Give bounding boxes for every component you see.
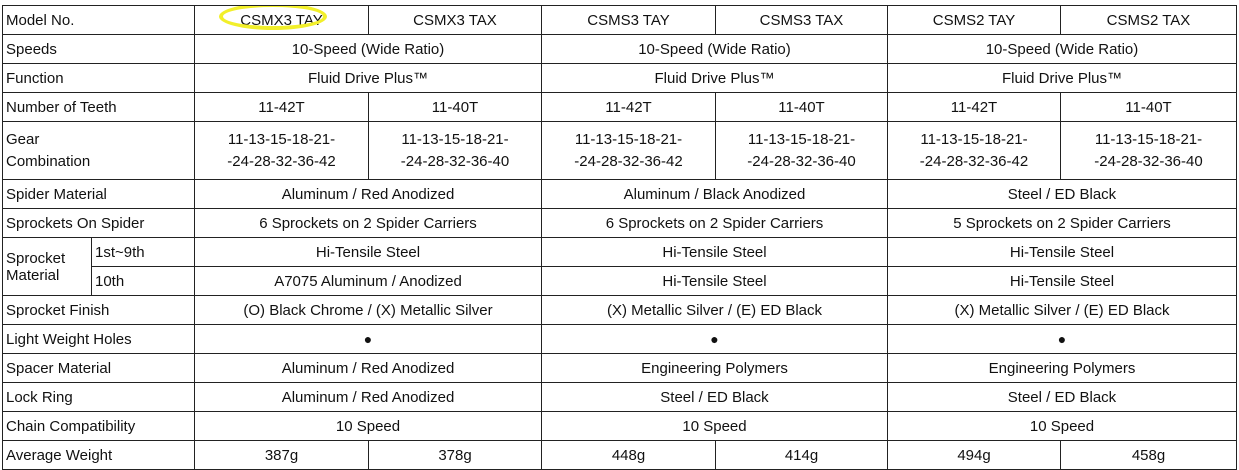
value-cell: Aluminum / Red Anodized [195,180,542,209]
value-cell: 10 Speed [888,412,1237,441]
value-cell: 11-42T [888,93,1061,122]
value-cell: 387g [195,441,369,470]
value-cell [195,122,369,180]
value-cell: 10-Speed (Wide Ratio) [542,35,888,64]
row-gear-combination [3,122,1237,180]
value-cell: Engineering Polymers [888,354,1237,383]
row-label: Sprocket Finish [3,296,195,325]
label-line: Material [6,266,60,284]
value-cell: 6 Sprockets on 2 Spider Carriers [195,209,542,238]
row-average-weight [3,441,1237,470]
spec-table [2,5,1237,470]
bullet-icon: ● [542,325,888,354]
value-cell: (X) Metallic Silver / (E) ED Black [888,296,1237,325]
row-sprocket-material-1 [3,238,1237,267]
value-cell [542,122,716,180]
value-cell: Steel / ED Black [542,383,888,412]
gear-line: 11-13-15-18-21- [227,130,336,148]
row-label: Lock Ring [3,383,195,412]
value-cell: 378g [369,441,542,470]
value-cell: Aluminum / Red Anodized [195,354,542,383]
model-cell: CSMS3 TAY [542,6,716,35]
row-spider-material [3,180,1237,209]
value-cell: Hi-Tensile Steel [195,238,542,267]
value-cell: Aluminum / Black Anodized [542,180,888,209]
gear-line: -24-28-32-36-42 [919,152,1029,170]
value-cell: 10-Speed (Wide Ratio) [195,35,542,64]
value-cell: 10 Speed [542,412,888,441]
row-label: Spider Material [3,180,195,209]
value-cell: Steel / ED Black [888,180,1237,209]
model-cell: CSMS2 TAY [888,6,1061,35]
row-label: Spacer Material [3,354,195,383]
sub-label: 1st~9th [92,238,195,267]
value-cell: 448g [542,441,716,470]
label-line: Sprocket [6,249,66,267]
row-sprocket-material-2 [3,267,1237,296]
value-cell [1061,122,1237,180]
row-label: Speeds [3,35,195,64]
model-cell: CSMS3 TAX [716,6,888,35]
model-cell: CSMS2 TAX [1061,6,1237,35]
value-cell: 458g [1061,441,1237,470]
value-cell: Steel / ED Black [888,383,1237,412]
gear-line: 11-13-15-18-21- [747,130,856,148]
value-cell: Aluminum / Red Anodized [195,383,542,412]
gear-line: 11-13-15-18-21- [401,130,509,148]
row-light-weight-holes [3,325,1237,354]
row-label [3,122,195,180]
label-line: Combination [6,152,91,170]
row-sprockets-on-spider [3,209,1237,238]
value-cell: Fluid Drive Plus™ [195,64,542,93]
gear-line: -24-28-32-36-40 [747,152,856,170]
value-cell: 11-40T [716,93,888,122]
value-cell [369,122,542,180]
row-label: Number of Teeth [3,93,195,122]
row-teeth [3,93,1237,122]
value-cell: A7075 Aluminum / Anodized [195,267,542,296]
model-cell: CSMX3 TAX [369,6,542,35]
gear-line: -24-28-32-36-40 [400,152,510,170]
row-label [3,238,92,296]
bullet-icon: ● [195,325,542,354]
value-cell: Engineering Polymers [542,354,888,383]
row-sprocket-finish [3,296,1237,325]
value-cell: (O) Black Chrome / (X) Metallic Silver [195,296,542,325]
value-cell: Hi-Tensile Steel [542,238,888,267]
gear-line: -24-28-32-36-42 [227,152,336,170]
gear-line: -24-28-32-36-40 [1094,152,1203,170]
value-cell: (X) Metallic Silver / (E) ED Black [542,296,888,325]
gear-line: 11-13-15-18-21- [1094,130,1203,148]
row-label: Light Weight Holes [3,325,195,354]
bullet-icon: ● [888,325,1237,354]
value-cell: Hi-Tensile Steel [542,267,888,296]
value-cell [888,122,1061,180]
value-cell: 11-42T [195,93,369,122]
row-spacer-material [3,354,1237,383]
row-chain-compatibility [3,412,1237,441]
gear-line: 11-13-15-18-21- [574,130,683,148]
model-cell [195,6,369,35]
row-model-no [3,6,1237,35]
gear-line: -24-28-32-36-42 [574,152,683,170]
row-label: Chain Compatibility [3,412,195,441]
value-cell [716,122,888,180]
row-function [3,64,1237,93]
label-line: Gear [6,130,40,148]
value-cell: 11-40T [1061,93,1237,122]
value-cell: 5 Sprockets on 2 Spider Carriers [888,209,1237,238]
gear-line: 11-13-15-18-21- [920,130,1028,148]
value-cell: 10-Speed (Wide Ratio) [888,35,1237,64]
row-label: Average Weight [3,441,195,470]
value-cell: Fluid Drive Plus™ [542,64,888,93]
value-cell: Hi-Tensile Steel [888,238,1237,267]
value-cell: 414g [716,441,888,470]
value-cell: 10 Speed [195,412,542,441]
sub-label: 10th [92,267,195,296]
row-lock-ring [3,383,1237,412]
row-label: Function [3,64,195,93]
value-cell: 11-40T [369,93,542,122]
row-label: Model No. [3,6,195,35]
value-cell: Fluid Drive Plus™ [888,64,1237,93]
value-cell: 6 Sprockets on 2 Spider Carriers [542,209,888,238]
value-cell: 494g [888,441,1061,470]
row-speeds [3,35,1237,64]
value-cell: 11-42T [542,93,716,122]
row-label: Sprockets On Spider [3,209,195,238]
model-name: CSMX3 TAY [240,11,323,29]
value-cell: Hi-Tensile Steel [888,267,1237,296]
